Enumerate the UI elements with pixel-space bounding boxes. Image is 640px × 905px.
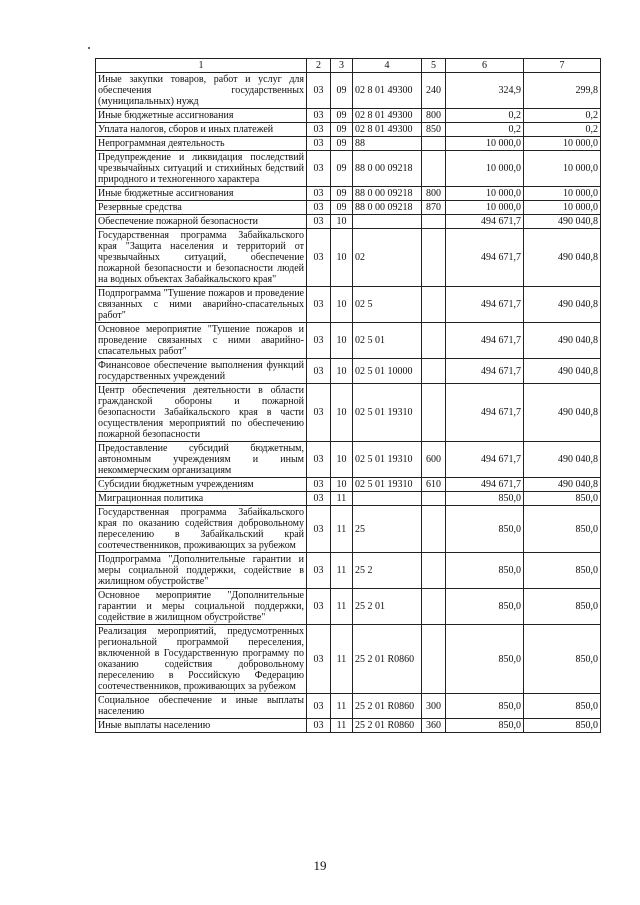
expense-type-cell <box>422 151 446 187</box>
amount-year1-cell: 850,0 <box>446 492 524 506</box>
table-row <box>96 492 601 506</box>
section-code-cell: 03 <box>307 109 331 123</box>
section-code-cell: 03 <box>307 492 331 506</box>
amount-year2-cell: 850,0 <box>524 694 601 719</box>
amount-year2-cell: 490 040,8 <box>524 478 601 492</box>
table-row <box>96 589 601 625</box>
amount-year1-cell: 494 671,7 <box>446 215 524 229</box>
subsection-code-cell: 09 <box>331 201 353 215</box>
target-article-cell <box>353 215 422 229</box>
section-code-cell: 03 <box>307 323 331 359</box>
amount-year2-cell: 490 040,8 <box>524 384 601 442</box>
amount-year1-cell: 850,0 <box>446 506 524 553</box>
table-row <box>96 625 601 694</box>
amount-year2-cell: 490 040,8 <box>524 287 601 323</box>
table-row <box>96 384 601 442</box>
amount-year1-cell: 494 671,7 <box>446 359 524 384</box>
target-article-cell: 25 2 01 R0860 <box>353 719 422 733</box>
row-name-cell: Государственная программа Забайкальского края по оказанию содействия добровольному переселению в Забайкальский край соотечественников, проживающих за рубежом <box>96 506 307 553</box>
row-name-cell: Иные выплаты населению <box>96 719 307 733</box>
row-name-cell: Иные бюджетные ассигнования <box>96 187 307 201</box>
subsection-code-cell: 11 <box>331 492 353 506</box>
header-cell: 5 <box>422 59 446 73</box>
subsection-code-cell: 10 <box>331 384 353 442</box>
section-code-cell: 03 <box>307 201 331 215</box>
row-name-cell: Государственная программа Забайкальского края "Защита населения и территорий от чрезвычайных ситуаций, обеспечение пожарной безопасности и безопасности людей на водных объектах Забайкальского края" <box>96 229 307 287</box>
row-name-cell: Основное мероприятие "Дополнительные гарантии и меры социальной поддержки, содействие в жилищном обустройстве" <box>96 589 307 625</box>
target-article-cell: 25 2 01 R0860 <box>353 694 422 719</box>
section-code-cell: 03 <box>307 215 331 229</box>
expense-type-cell: 800 <box>422 187 446 201</box>
expense-type-cell: 360 <box>422 719 446 733</box>
table-row <box>96 287 601 323</box>
amount-year1-cell: 494 671,7 <box>446 287 524 323</box>
expense-type-cell <box>422 137 446 151</box>
section-code-cell: 03 <box>307 694 331 719</box>
expense-type-cell: 610 <box>422 478 446 492</box>
header-cell: 3 <box>331 59 353 73</box>
amount-year1-cell: 850,0 <box>446 553 524 589</box>
row-name-cell: Финансовое обеспечение выполнения функций государственных учреждений <box>96 359 307 384</box>
target-article-cell: 02 5 01 19310 <box>353 384 422 442</box>
amount-year1-cell: 494 671,7 <box>446 323 524 359</box>
section-code-cell: 03 <box>307 442 331 478</box>
expense-type-cell <box>422 625 446 694</box>
amount-year1-cell: 494 671,7 <box>446 384 524 442</box>
table-row <box>96 73 601 109</box>
target-article-cell: 25 2 01 <box>353 589 422 625</box>
row-name-cell: Предоставление субсидий бюджетным, автономным учреждениям и иным некоммерческим организациям <box>96 442 307 478</box>
amount-year2-cell: 850,0 <box>524 553 601 589</box>
table-row <box>96 215 601 229</box>
table-row <box>96 229 601 287</box>
target-article-cell: 02 5 01 19310 <box>353 442 422 478</box>
amount-year1-cell: 850,0 <box>446 694 524 719</box>
target-article-cell: 02 <box>353 229 422 287</box>
subsection-code-cell: 11 <box>331 553 353 589</box>
target-article-cell: 25 2 01 R0860 <box>353 625 422 694</box>
target-article-cell: 02 8 01 49300 <box>353 123 422 137</box>
table-row <box>96 201 601 215</box>
section-code-cell: 03 <box>307 123 331 137</box>
table-row <box>96 719 601 733</box>
amount-year1-cell: 494 671,7 <box>446 442 524 478</box>
row-name-cell: Непрограммная деятельность <box>96 137 307 151</box>
table-row <box>96 359 601 384</box>
section-code-cell: 03 <box>307 589 331 625</box>
amount-year1-cell: 324,9 <box>446 73 524 109</box>
header-cell: 6 <box>446 59 524 73</box>
section-code-cell: 03 <box>307 506 331 553</box>
amount-year2-cell: 10 000,0 <box>524 137 601 151</box>
amount-year2-cell: 850,0 <box>524 719 601 733</box>
amount-year2-cell: 490 040,8 <box>524 215 601 229</box>
section-code-cell: 03 <box>307 137 331 151</box>
target-article-cell: 02 5 01 19310 <box>353 478 422 492</box>
table-row <box>96 109 601 123</box>
header-row <box>96 59 601 73</box>
subsection-code-cell: 10 <box>331 359 353 384</box>
amount-year1-cell: 0,2 <box>446 109 524 123</box>
row-name-cell: Социальное обеспечение и иные выплаты населению <box>96 694 307 719</box>
amount-year1-cell: 10 000,0 <box>446 201 524 215</box>
table-row <box>96 442 601 478</box>
amount-year2-cell: 490 040,8 <box>524 442 601 478</box>
amount-year2-cell: 490 040,8 <box>524 323 601 359</box>
table-row <box>96 506 601 553</box>
header-cell: 4 <box>353 59 422 73</box>
table-row <box>96 137 601 151</box>
subsection-code-cell: 09 <box>331 73 353 109</box>
row-name-cell: Обеспечение пожарной безопасности <box>96 215 307 229</box>
target-article-cell: 02 5 01 <box>353 323 422 359</box>
amount-year2-cell: 490 040,8 <box>524 359 601 384</box>
expense-type-cell: 850 <box>422 123 446 137</box>
section-code-cell: 03 <box>307 73 331 109</box>
amount-year1-cell: 850,0 <box>446 719 524 733</box>
subsection-code-cell: 09 <box>331 137 353 151</box>
expense-type-cell: 800 <box>422 109 446 123</box>
target-article-cell: 88 0 00 09218 <box>353 151 422 187</box>
expense-type-cell <box>422 506 446 553</box>
section-code-cell: 03 <box>307 553 331 589</box>
amount-year1-cell: 494 671,7 <box>446 229 524 287</box>
amount-year1-cell: 10 000,0 <box>446 187 524 201</box>
row-name-cell: Реализация мероприятий, предусмотренных региональной программой переселения, включенной в Государственную программу по оказанию содействия добровольному переселению в Российскую Федерацию соотечественников, проживающих за рубежом <box>96 625 307 694</box>
section-code-cell: 03 <box>307 478 331 492</box>
section-code-cell: 03 <box>307 151 331 187</box>
table-row <box>96 323 601 359</box>
amount-year2-cell: 10 000,0 <box>524 187 601 201</box>
amount-year1-cell: 850,0 <box>446 589 524 625</box>
amount-year2-cell: 299,8 <box>524 73 601 109</box>
row-name-cell: Уплата налогов, сборов и иных платежей <box>96 123 307 137</box>
row-name-cell: Миграционная политика <box>96 492 307 506</box>
table-row <box>96 694 601 719</box>
amount-year2-cell: 850,0 <box>524 625 601 694</box>
target-article-cell: 88 <box>353 137 422 151</box>
table-row <box>96 478 601 492</box>
target-article-cell: 88 0 00 09218 <box>353 187 422 201</box>
subsection-code-cell: 09 <box>331 151 353 187</box>
subsection-code-cell: 10 <box>331 287 353 323</box>
table-row <box>96 553 601 589</box>
row-name-cell: Основное мероприятие "Тушение пожаров и проведение связанных с ними аварийно-спасательных работ" <box>96 323 307 359</box>
expense-type-cell <box>422 215 446 229</box>
expense-type-cell: 300 <box>422 694 446 719</box>
amount-year2-cell: 850,0 <box>524 589 601 625</box>
amount-year1-cell: 0,2 <box>446 123 524 137</box>
target-article-cell: 25 2 <box>353 553 422 589</box>
table-row <box>96 187 601 201</box>
subsection-code-cell: 10 <box>331 323 353 359</box>
row-name-cell: Субсидии бюджетным учреждениям <box>96 478 307 492</box>
subsection-code-cell: 11 <box>331 694 353 719</box>
amount-year2-cell: 10 000,0 <box>524 151 601 187</box>
expense-type-cell <box>422 359 446 384</box>
page-number: 19 <box>313 858 327 873</box>
subsection-code-cell: 10 <box>331 215 353 229</box>
target-article-cell: 88 0 00 09218 <box>353 201 422 215</box>
expense-type-cell: 870 <box>422 201 446 215</box>
target-article-cell: 02 8 01 49300 <box>353 73 422 109</box>
amount-year1-cell: 10 000,0 <box>446 137 524 151</box>
subsection-code-cell: 11 <box>331 625 353 694</box>
subsection-code-cell: 09 <box>331 187 353 201</box>
amount-year1-cell: 850,0 <box>446 625 524 694</box>
target-article-cell <box>353 492 422 506</box>
section-code-cell: 03 <box>307 187 331 201</box>
expense-type-cell <box>422 323 446 359</box>
row-name-cell: Иные закупки товаров, работ и услуг для обеспечения государственных (муниципальных) нужд <box>96 73 307 109</box>
scan-speck <box>88 47 90 49</box>
amount-year2-cell: 10 000,0 <box>524 201 601 215</box>
section-code-cell: 03 <box>307 625 331 694</box>
subsection-code-cell: 10 <box>331 442 353 478</box>
amount-year2-cell: 850,0 <box>524 506 601 553</box>
subsection-code-cell: 09 <box>331 109 353 123</box>
subsection-code-cell: 11 <box>331 719 353 733</box>
expense-type-cell: 240 <box>422 73 446 109</box>
expense-type-cell: 600 <box>422 442 446 478</box>
row-name-cell: Подпрограмма "Тушение пожаров и проведение связанных с ними аварийно-спасательных работ" <box>96 287 307 323</box>
budget-table <box>95 58 601 733</box>
target-article-cell: 02 8 01 49300 <box>353 109 422 123</box>
expense-type-cell <box>422 287 446 323</box>
subsection-code-cell: 11 <box>331 589 353 625</box>
expense-type-cell <box>422 492 446 506</box>
subsection-code-cell: 11 <box>331 506 353 553</box>
table-row <box>96 151 601 187</box>
target-article-cell: 02 5 <box>353 287 422 323</box>
table-row <box>96 123 601 137</box>
amount-year2-cell: 490 040,8 <box>524 229 601 287</box>
amount-year2-cell: 0,2 <box>524 123 601 137</box>
section-code-cell: 03 <box>307 229 331 287</box>
expense-type-cell <box>422 229 446 287</box>
expense-type-cell <box>422 384 446 442</box>
subsection-code-cell: 09 <box>331 123 353 137</box>
section-code-cell: 03 <box>307 384 331 442</box>
row-name-cell: Резервные средства <box>96 201 307 215</box>
section-code-cell: 03 <box>307 287 331 323</box>
row-name-cell: Предупреждение и ликвидация последствий чрезвычайных ситуаций и стихийных бедствий природного и техногенного характера <box>96 151 307 187</box>
section-code-cell: 03 <box>307 719 331 733</box>
subsection-code-cell: 10 <box>331 229 353 287</box>
amount-year1-cell: 10 000,0 <box>446 151 524 187</box>
row-name-cell: Иные бюджетные ассигнования <box>96 109 307 123</box>
header-cell: 7 <box>524 59 601 73</box>
subsection-code-cell: 10 <box>331 478 353 492</box>
amount-year1-cell: 494 671,7 <box>446 478 524 492</box>
header-cell: 2 <box>307 59 331 73</box>
header-cell: 1 <box>96 59 307 73</box>
row-name-cell: Подпрограмма "Дополнительные гарантии и меры социальной поддержки, содействие в жилищном обустройстве" <box>96 553 307 589</box>
target-article-cell: 02 5 01 10000 <box>353 359 422 384</box>
section-code-cell: 03 <box>307 359 331 384</box>
amount-year2-cell: 850,0 <box>524 492 601 506</box>
target-article-cell: 25 <box>353 506 422 553</box>
expense-type-cell <box>422 589 446 625</box>
expense-type-cell <box>422 553 446 589</box>
row-name-cell: Центр обеспечения деятельности в области гражданской обороны и пожарной безопасности Забайкальского края в части осуществления мероприятий по обеспечению пожарной безопасности <box>96 384 307 442</box>
amount-year2-cell: 0,2 <box>524 109 601 123</box>
